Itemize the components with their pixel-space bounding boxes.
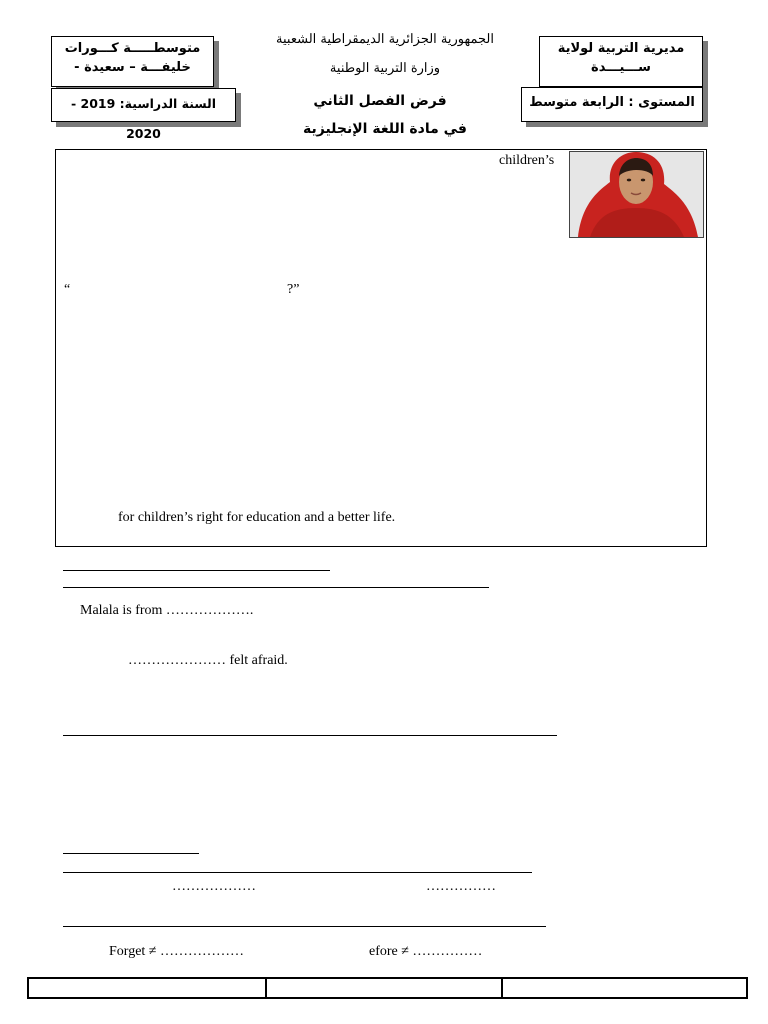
open-quote: “ [64,282,71,297]
rule-5 [63,872,532,873]
level-box [521,87,703,122]
portrait-image [570,152,703,237]
exam-subject: في مادة اللغة الإنجليزية [303,121,467,137]
rule-6 [63,926,546,927]
directorate-name: مديرية التربية لولاية [557,41,685,56]
footer-cell-1 [27,977,267,999]
ministry-title: وزارة التربية الوطنية [329,61,441,76]
directorate-box [539,36,703,87]
closing-sentence: for children’s right for education and a better life. [118,510,396,525]
opposite-before-text: efore ≠ …………… [369,944,483,959]
blank-dots-b: …………… [426,879,496,894]
question-felt-afraid: ………………… felt afraid. [128,653,288,668]
malala-photo [569,151,704,238]
school-year-box [51,88,236,141]
level: المستوى : الرابعة متوسط [529,95,695,110]
opposite-before [369,944,482,960]
rule-2 [63,587,489,588]
question-malala-from: Malala is from ………………. [80,603,254,618]
school-location: خليفـــة – سعيدة - [74,60,191,75]
word-childrens: children’s [499,153,555,168]
school-box [51,36,214,87]
school-name: متوسطـــــة كـــورات [64,41,201,56]
footer-cell-2 [265,977,503,999]
directorate-city: ســـيـــدة [591,60,651,75]
opposite-forget-text: Forget ≠ ……………… [109,944,244,959]
exam-title: فرض الفصل الثاني [313,93,447,109]
republic-title: الجمهورية الجزائرية الديمقراطية الشعبية [276,32,494,47]
close-quote: ?” [287,282,300,297]
opposite-forget [109,944,244,960]
rule-1 [63,570,330,571]
school-year: السنة الدراسية: 2019 - 2020 [70,96,217,141]
footer-cell-3 [501,977,748,999]
rule-4 [63,853,199,854]
blank-dots-a: ……………… [172,879,256,894]
rule-3 [63,735,557,736]
